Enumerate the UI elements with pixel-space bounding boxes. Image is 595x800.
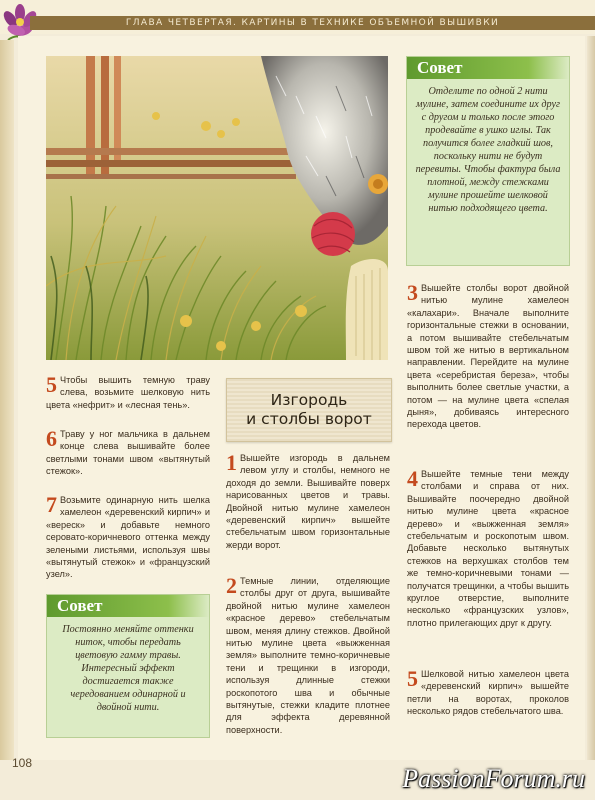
step-number: 4 [407,466,418,491]
chapter-header: ГЛАВА ЧЕТВЕРТАЯ. КАРТИНЫ В ТЕХНИКЕ ОБЪЕМНОЙ ВЫШИВКИ [30,16,595,30]
step-text: Возьмите одинарную нить шелка хамелеон «деревенский кирпич» и «вереск» и добавьте немного серовато-коричневого оттенка между зелеными листьями, используя швы «вытянутый стежок» и «французский узел». [46,495,210,580]
step-number: 1 [226,450,237,475]
step-2-mid [226,575,390,736]
step-number: 2 [226,573,237,598]
step-number: 6 [46,426,57,451]
embroidery-photo [46,56,388,360]
tip-text-bottom: Постоянно меняйте оттенки ниток, чтобы передать цветовую гамму травы. Интересный эффект достигается также чередованием одинарной и двойной нити. [62,624,194,713]
step-number: 7 [46,492,57,517]
step-7-left [46,494,210,581]
tip-box-top [406,56,570,266]
left-page-edge [0,40,14,760]
right-page-edge [587,36,595,760]
section-title-line-1: Изгородь [270,391,348,409]
step-number: 3 [407,280,418,305]
step-text: Темные линии, отделяющие столбы друг от друга, вышивайте двойной нитью мулине хамелеон «красное дерево» стебельчатым швом, меняя длину стежков. Двойной нитью мулине цвета «выжженная земля» выполните темно-коричневые тени и трещинки в изгороди, используя длинные стежки роскопотого шва и обычные вытянутые, стежки кладите плотнее для эффекта деревянной поверхности. [226,576,390,735]
step-text: Вышейте столбы ворот двойной нитью мулине хамелеон «калахари». Вначале выполните горизонтальные стежки в основании, а потом вышивайте стебельчатым швом той же нитью в вертикальном направлении. Перейдите на мулине цвета «серебристая береза», чтобы выполнить более светлые участки, а потом — на мулине цвета «спелая дыня», добиваясь интересного перехода цветов. [407,283,569,430]
step-text: Вышейте изгородь в дальнем левом углу и столбы, немного не доходя до земли. Вышивайте поверх нарисованных цветов и травы. Двойной нитью мулине хамелеон «деревенский кирпич» вышейте стебельчатым швом горизонтальные жерди ворот. [226,453,390,550]
step-6-left [46,428,210,478]
step-text: Чтобы вышить темную траву слева, возьмите шелковую нить цвета «нефрит» и «лесная тень». [46,375,210,410]
tip-text-top: Отделите по одной 2 нити мулине, затем соедините их друг с другом и только после этого продевайте в ушко иглы. Так получится более гладкий шов, поскольку нити не будут перевиты. Чтобы фактура была плотной, между стежками мулине прошейте шелковой нитью подходящего цвета. [415,86,561,214]
section-title-line-2: и столбы ворот [246,410,372,428]
step-5-left [46,374,210,411]
watermark: PassionForum.ru [402,764,585,793]
step-3-right [407,282,569,431]
tip-box-bottom [46,594,210,738]
step-text: Траву у ног мальчика в дальнем конце слева вышивайте более светлыми тонами швом «вытянутый стежок». [46,429,210,477]
step-5-right [407,668,569,718]
tip-title-bottom: Совет [47,595,209,617]
step-number: 5 [407,666,418,691]
step-text: Шелковой нитью хамелеон цвета «деревенский кирпич» вышейте петли на воротах, проколов несколько рядов стебельчатого шва. [407,669,569,717]
page-number: 108 [12,756,33,770]
step-text: Вышейте темные тени между столбами и справа от них. Вышивайте поочередно двойной нитью мулине цвета «красное дерево» и «выжженная земля» стебельчатым и роскопотым швом. Добавьте несколько вытянутых стежков на верхушках столбов тем же темно-коричневыми тонами — получатся трещинки, а чтобы вышить круглое отверстие, выполните несколько «французских узлов», плотно прилегающих друг к другу. [407,469,569,628]
step-number: 5 [46,372,57,397]
step-1-mid [226,452,390,551]
step-4-right [407,468,569,629]
tip-title-top: Совет [407,57,569,79]
section-heading [226,378,392,442]
